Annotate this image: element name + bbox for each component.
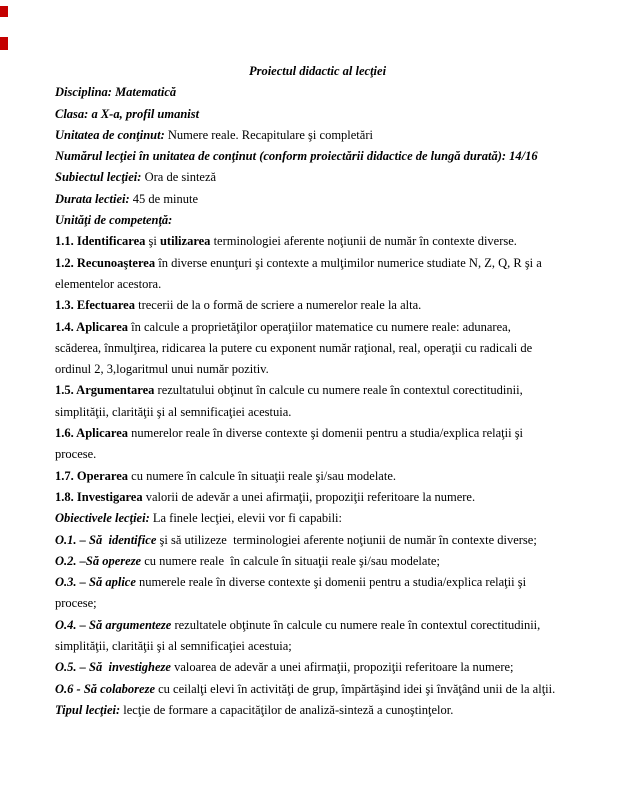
text-run: 45 de minute bbox=[129, 191, 199, 206]
doc-line bbox=[55, 657, 580, 678]
doc-line bbox=[55, 210, 580, 231]
text-run: 1.3. Efectuarea bbox=[55, 298, 135, 313]
text-run: Unitatea de conţinut: bbox=[55, 127, 165, 142]
doc-line bbox=[55, 125, 580, 146]
text-run: 1.4. Aplicarea bbox=[55, 319, 129, 334]
text-run: cu ceilalţi elevi în activităţi de grup, împărtăşind idei şi învăţând unii de la alţii. bbox=[155, 681, 556, 696]
text-run: Subiectul lecţiei: bbox=[55, 170, 142, 185]
doc-line bbox=[55, 679, 580, 700]
text-run: Numere reale. Recapitulare şi completări bbox=[164, 127, 373, 142]
text-run: în diverse enunţuri şi contexte a mulţimilor numerice studiate N, Z, Q, R şi a bbox=[155, 255, 542, 270]
text-run: ordinul 2, 3,logaritmul unui număr pozitiv. bbox=[55, 362, 269, 377]
doc-line bbox=[55, 317, 580, 338]
text-run: şi bbox=[145, 234, 160, 249]
doc-line bbox=[55, 253, 580, 274]
text-run: valorii de adevăr a unei afirmaţii, propoziţii referitoare la numere. bbox=[142, 489, 476, 504]
doc-line bbox=[55, 572, 580, 593]
text-run: 1.6. Aplicarea bbox=[55, 426, 129, 441]
text-run: simplităţii, clarităţii şi al semnificaţiei acestuia; bbox=[55, 639, 292, 654]
text-run: 1.7. Operarea bbox=[55, 468, 129, 483]
document-body bbox=[55, 82, 580, 721]
doc-line bbox=[55, 82, 580, 103]
doc-line bbox=[55, 189, 580, 210]
text-run: elementelor acestora. bbox=[55, 276, 162, 291]
doc-line bbox=[55, 530, 580, 551]
text-run: trecerii de la o formă de scriere a numerelor reale la alta. bbox=[134, 298, 422, 313]
doc-line bbox=[55, 466, 580, 487]
doc-line bbox=[55, 402, 580, 423]
text-run: cu numere în calcule în situaţii reale şi/sau modelate. bbox=[128, 468, 396, 483]
doc-line bbox=[55, 508, 580, 529]
text-run: valoarea de adevăr a unei afirmaţii, propoziţii referitoare la numere; bbox=[170, 660, 514, 675]
page-title: Proiectul didactic al lecţiei bbox=[248, 64, 387, 78]
text-run: 1.2. Recunoaşterea bbox=[55, 255, 156, 270]
text-run: 1.1. Identificarea bbox=[55, 234, 146, 249]
text-run: simplităţii, clarităţii şi al semnificaţiei acestuia. bbox=[55, 404, 292, 419]
doc-line bbox=[55, 295, 580, 316]
doc-line bbox=[55, 104, 580, 125]
text-run: rezultatele obţinute în calcule cu numere reale în contextul corectitudinii, bbox=[171, 617, 541, 632]
doc-line bbox=[55, 636, 580, 657]
text-run: Disciplina: Matematică bbox=[55, 85, 177, 100]
text-run: Unităţi de competenţă: bbox=[55, 213, 173, 228]
text-run: O.2. –Să opereze bbox=[55, 553, 142, 568]
text-run: O.6 - Să colaboreze bbox=[55, 681, 155, 696]
text-run: rezultatului obţinut în calcule cu numere reale în contextul corectitudinii, bbox=[154, 383, 523, 398]
doc-line bbox=[55, 338, 580, 359]
doc-line bbox=[55, 274, 580, 295]
text-run: Durata lectiei: bbox=[55, 191, 130, 206]
text-run: utilizarea bbox=[159, 234, 211, 249]
text-run: 1.8. Investigarea bbox=[55, 489, 143, 504]
text-run: scăderea, înmulţirea, ridicarea la putere cu exponent număr raţional, real, operaţii cu radicali de bbox=[55, 340, 533, 355]
text-run: numerele reale în diverse contexte şi domenii pentru a studia/explica relaţii şi bbox=[135, 575, 527, 590]
text-run: numerelor reale în diverse contexte şi domenii pentru a studia/explica relaţii şi bbox=[128, 426, 524, 441]
text-run: O.1. – Să identifice bbox=[55, 532, 157, 547]
doc-line bbox=[55, 423, 580, 444]
text-run: Tipul lecţiei: bbox=[55, 702, 121, 717]
doc-line bbox=[55, 593, 580, 614]
text-run: în calcule a proprietăţilor operaţiilor matematice cu numere reale: adunarea, bbox=[128, 319, 511, 334]
doc-line bbox=[55, 146, 580, 167]
doc-line bbox=[55, 551, 580, 572]
doc-line bbox=[55, 700, 580, 721]
text-run: lecţie de formare a capacităţilor de analiză-sinteză a cunoştinţelor. bbox=[120, 702, 454, 717]
text-run: cu numere reale în calcule în situaţii reale şi/sau modelate; bbox=[141, 553, 440, 568]
text-run: O.5. – Să investigheze bbox=[55, 660, 171, 675]
text-run: procese; bbox=[55, 596, 97, 611]
doc-line bbox=[55, 231, 580, 252]
text-run: terminologiei aferente noţiunii de număr în contexte diverse. bbox=[210, 234, 517, 249]
text-run: Ora de sinteză bbox=[141, 170, 217, 185]
text-run: La finele lecţiei, elevii vor fi capabili: bbox=[149, 511, 343, 526]
doc-line bbox=[55, 167, 580, 188]
text-run: procese. bbox=[55, 447, 97, 462]
text-run: Clasa: a X-a, profil umanist bbox=[55, 106, 200, 121]
text-run: O.3. – Să aplice bbox=[55, 575, 136, 590]
text-run: Numărul lecţiei în unitatea de conţinut (conform proiectării didactice de lungă durată): 14/16 bbox=[55, 149, 538, 164]
doc-line bbox=[55, 487, 580, 508]
doc-line bbox=[55, 444, 580, 465]
text-run: 1.5. Argumentarea bbox=[55, 383, 155, 398]
text-run: O.4. – Să argumenteze bbox=[55, 617, 172, 632]
text-run: şi să utilizeze terminologiei aferente noţiunii de număr în contexte diverse; bbox=[156, 532, 537, 547]
doc-line bbox=[55, 380, 580, 401]
doc-line bbox=[55, 359, 580, 380]
doc-line bbox=[55, 615, 580, 636]
text-run: Obiectivele lecţiei: bbox=[55, 511, 150, 526]
